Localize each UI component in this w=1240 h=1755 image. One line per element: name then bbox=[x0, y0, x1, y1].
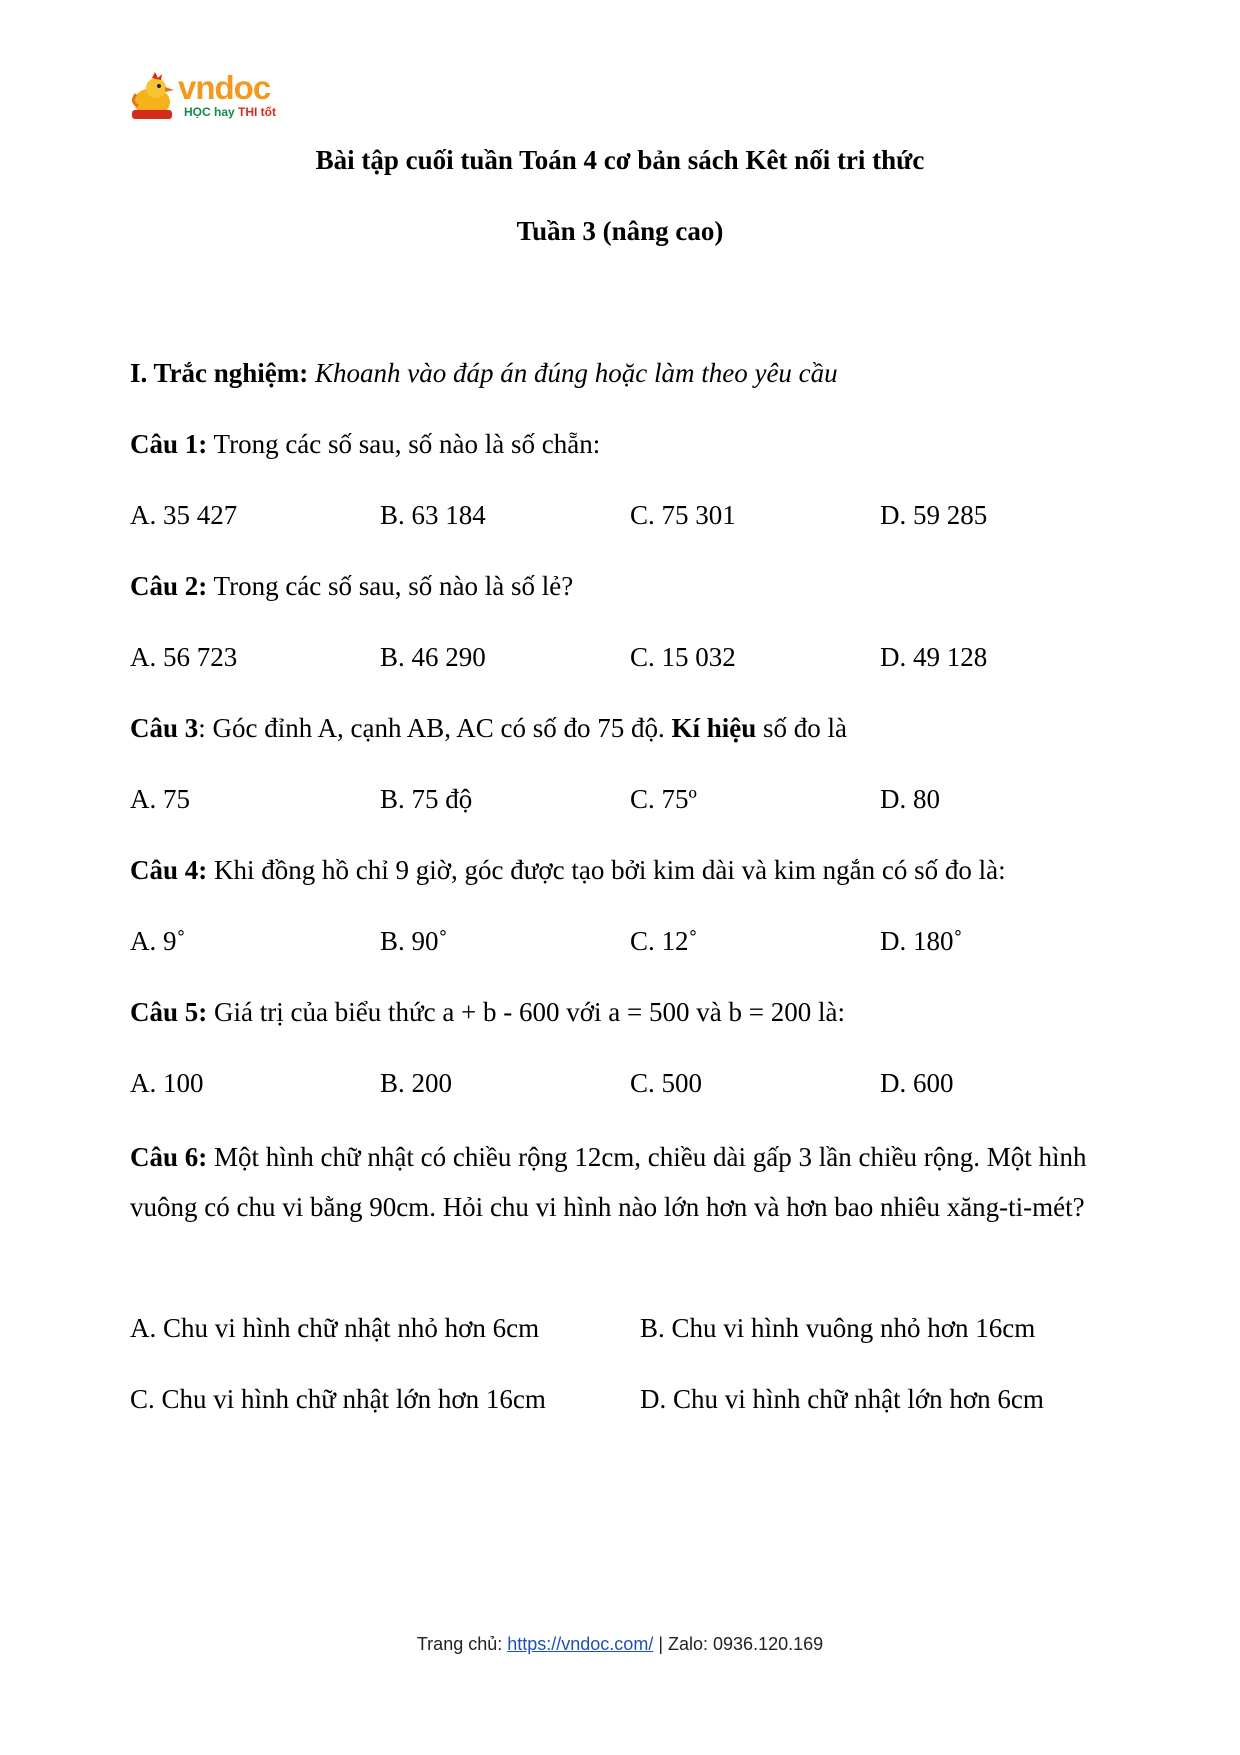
footer-contact: | Zalo: 0936.120.169 bbox=[653, 1634, 824, 1654]
footer-prefix: Trang chủ: bbox=[416, 1634, 508, 1654]
q5-option-c[interactable]: C. 500 bbox=[630, 1068, 703, 1098]
q4-option-d[interactable]: D. 180˚ bbox=[880, 926, 963, 956]
logo-brand-text: vndoc bbox=[178, 69, 271, 106]
q3-option-d[interactable]: D. 80 bbox=[880, 784, 940, 814]
question-text: Trong các số sau, số nào là số chẵn: bbox=[207, 429, 601, 459]
section-heading bbox=[130, 356, 838, 390]
question-label: Câu 3 bbox=[130, 713, 199, 743]
q2-option-c[interactable]: C. 15 032 bbox=[630, 642, 736, 672]
q4-option-a[interactable]: A. 9˚ bbox=[130, 926, 186, 956]
chick-mascot-icon bbox=[130, 72, 178, 122]
question-3 bbox=[130, 711, 847, 745]
logo-tagline bbox=[184, 105, 276, 119]
q2-option-d[interactable]: D. 49 128 bbox=[880, 642, 988, 672]
logo-tagline-part1: HỌC hay bbox=[184, 105, 239, 119]
question-label: Câu 6: bbox=[130, 1142, 208, 1172]
question-text: Trong các số sau, số nào là số lẻ? bbox=[207, 571, 574, 601]
q2-option-b[interactable]: B. 46 290 bbox=[380, 642, 486, 672]
q1-option-b[interactable]: B. 63 184 bbox=[380, 500, 486, 530]
question-label: Câu 5: bbox=[130, 997, 208, 1027]
q2-option-a[interactable]: A. 56 723 bbox=[130, 642, 238, 672]
question-5 bbox=[130, 995, 845, 1029]
q4-option-b[interactable]: B. 90˚ bbox=[380, 926, 448, 956]
question-text: Khi đồng hồ chỉ 9 giờ, góc được tạo bởi kim dài và kim ngắn có số đo là: bbox=[207, 855, 1006, 885]
section-label: I. Trắc nghiệm: bbox=[130, 358, 309, 388]
question-2 bbox=[130, 569, 573, 603]
section-instruction: Khoanh vào đáp án đúng hoặc làm theo yêu cầu bbox=[315, 358, 838, 388]
q5-option-b[interactable]: B. 200 bbox=[380, 1068, 453, 1098]
q6-option-c[interactable]: C. Chu vi hình chữ nhật lớn hơn 16cm bbox=[130, 1384, 546, 1414]
q4-option-c[interactable]: C. 12˚ bbox=[630, 926, 698, 956]
question-emphasis: Kí hiệu bbox=[671, 713, 757, 743]
question-label: Câu 2: bbox=[130, 571, 208, 601]
question-4 bbox=[130, 853, 1006, 887]
question-text: : Góc đỉnh A, cạnh AB, AC có số đo 75 độ. bbox=[198, 713, 672, 743]
question-text-end: số đo là bbox=[756, 713, 848, 743]
question-6 bbox=[130, 1132, 1120, 1232]
question-label: Câu 4: bbox=[130, 855, 208, 885]
question-label: Câu 1: bbox=[130, 429, 208, 459]
q1-option-c[interactable]: C. 75 301 bbox=[630, 500, 736, 530]
homepage-link[interactable]: https://vndoc.com/ bbox=[507, 1634, 654, 1654]
question-text: Giá trị của biểu thức a + b - 600 với a = 500 và b = 200 là: bbox=[207, 997, 845, 1027]
q5-option-d[interactable]: D. 600 bbox=[880, 1068, 954, 1098]
question-text: Một hình chữ nhật có chiều rộng 12cm, chiều dài gấp 3 lần chiều rộng. Một hình vuông có chu vi bằng 90cm. Hỏi chu vi hình nào lớn hơn và hơn bao nhiêu xăng-ti-mét? bbox=[130, 1142, 1087, 1222]
document-title: Bài tập cuối tuần Toán 4 cơ bản sách Kêt nối tri thức bbox=[315, 145, 925, 175]
q5-option-a[interactable]: A. 100 bbox=[130, 1068, 204, 1098]
q6-option-d[interactable]: D. Chu vi hình chữ nhật lớn hơn 6cm bbox=[640, 1384, 1044, 1414]
q3-option-c[interactable]: C. 75º bbox=[630, 784, 697, 814]
q3-option-a[interactable]: A. 75 bbox=[130, 784, 190, 814]
q1-option-d[interactable]: D. 59 285 bbox=[880, 500, 988, 530]
q6-option-b[interactable]: B. Chu vi hình vuông nhỏ hơn 16cm bbox=[640, 1313, 1036, 1343]
document-subtitle: Tuần 3 (nâng cao) bbox=[516, 216, 724, 246]
logo-tagline-part2: THI tốt bbox=[238, 105, 277, 119]
q6-option-a[interactable]: A. Chu vi hình chữ nhật nhỏ hơn 6cm bbox=[130, 1313, 540, 1343]
q1-option-a[interactable]: A. 35 427 bbox=[130, 500, 238, 530]
question-1 bbox=[130, 427, 600, 461]
vndoc-logo[interactable] bbox=[130, 68, 290, 124]
q3-option-b[interactable]: B. 75 độ bbox=[380, 784, 473, 814]
page-footer bbox=[0, 1634, 1240, 1655]
